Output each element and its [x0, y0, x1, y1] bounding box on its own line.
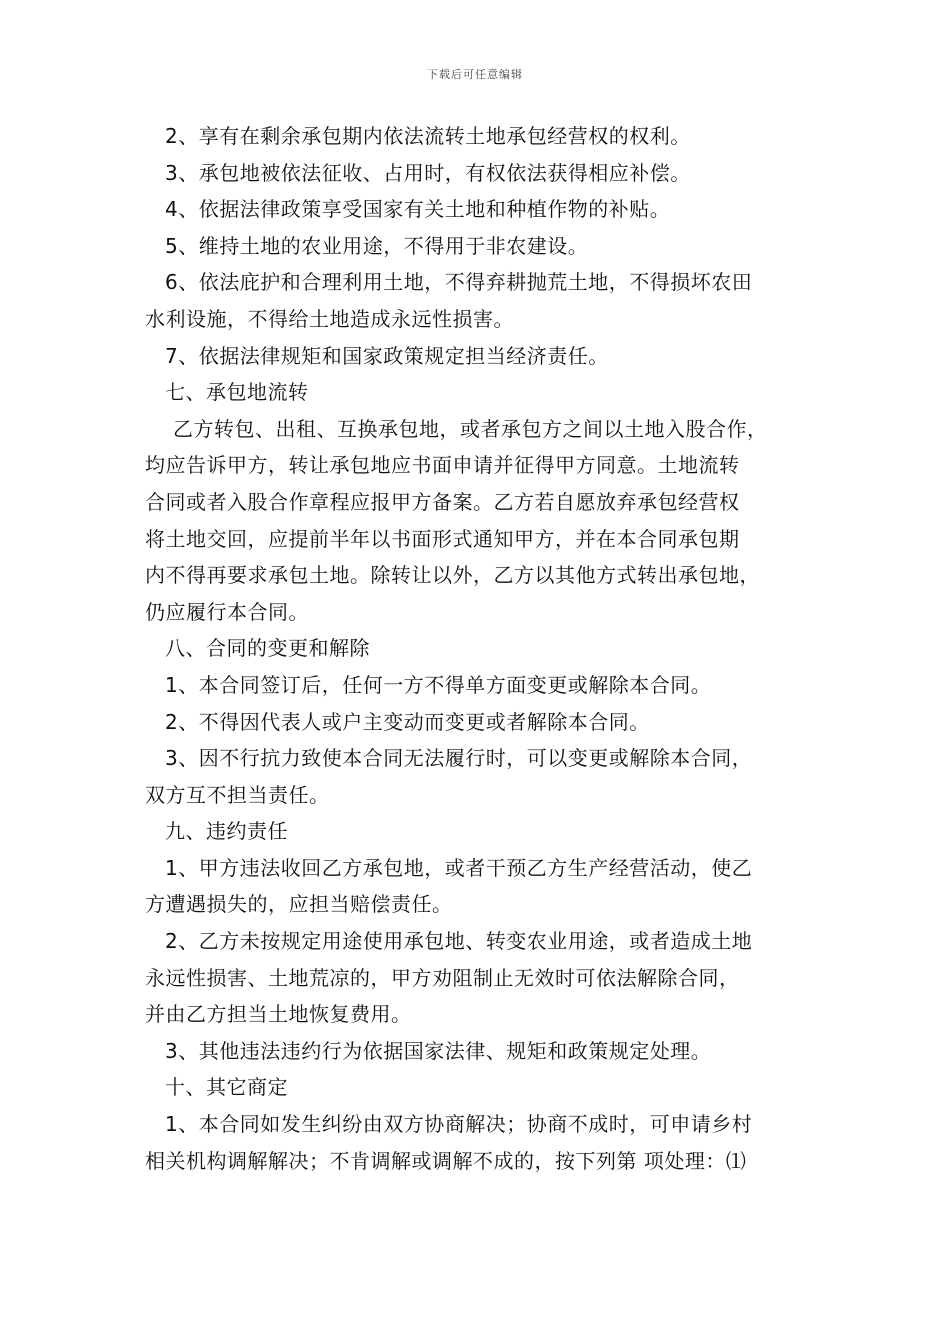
- section-heading: 七、承包地流转: [165, 380, 309, 405]
- section-heading: 八、合同的变更和解除: [165, 636, 370, 661]
- clause-line: 3、其他违法违约行为依据国家法律、规矩和政策规定处理。: [165, 1038, 712, 1063]
- page-header: 下载后可任意编辑: [427, 68, 523, 81]
- clause-line: 1、本合同签订后，任何一方不得单方面变更或解除本合同。: [165, 672, 712, 697]
- clause-line: 2、享有在剩余承包期内依法流转土地承包经营权的权利。: [165, 124, 691, 148]
- clause-line: 3、因不行抗力致使本合同无法履行时，可以变更或解除本合同，: [165, 746, 753, 771]
- clause-line: 方遭遇损失的，应担当赔偿责任。: [145, 892, 453, 917]
- clause-line: 2、不得因代表人或户主变动而变更或者解除本合同。: [165, 709, 650, 734]
- clause-line: 1、甲方违法收回乙方承包地，或者干预乙方生产经营活动，使乙: [165, 855, 753, 880]
- clause-line: 永远性损害、土地荒凉的，甲方劝阻制止无效时可依法解除合同，: [145, 965, 740, 990]
- paragraph-line: 仍应履行本合同。: [145, 599, 309, 624]
- section-heading: 十、其它商定: [165, 1075, 288, 1100]
- section-heading: 九、违约责任: [165, 819, 288, 844]
- paragraph-line: 内不得再要求承包土地。除转让以外，乙方以其他方式转出承包地，: [145, 563, 760, 588]
- clause-line: 双方互不担当责任。: [145, 782, 330, 807]
- clause-line: 7、依据法律规矩和国家政策规定担当经济责任。: [165, 343, 609, 368]
- document-body: [145, 118, 825, 1179]
- clause-line: 1、本合同如发生纠纷由双方协商解决；协商不成时，可申请乡村: [165, 1112, 753, 1137]
- clause-line: 并由乙方担当土地恢复费用。: [145, 1002, 412, 1027]
- paragraph-line: 均应告诉甲方，转让承包地应书面申请并征得甲方同意。土地流转: [145, 453, 740, 478]
- paragraph-line: 合同或者入股合作章程应报甲方备案。乙方若自愿放弃承包经营权: [145, 489, 740, 514]
- paragraph-line: 将土地交回，应提前半年以书面形式通知甲方，并在本合同承包期: [145, 526, 740, 551]
- clause-line: 水利设施，不得给土地造成永远性损害。: [145, 306, 514, 331]
- clause-line: 6、依法庇护和合理利用土地，不得弃耕抛荒土地，不得损坏农田: [165, 270, 753, 295]
- clause-line: 5、维持土地的农业用途，不得用于非农建设。: [165, 233, 589, 258]
- paragraph-line: 乙方转包、出租、互换承包地，或者承包方之间以土地入股合作，: [173, 416, 768, 441]
- clause-line: 4、依据法律政策享受国家有关土地和种植作物的补贴。: [165, 197, 671, 222]
- clause-line: 相关机构调解解决；不肯调解或调解不成的，按下列第 项处理：⑴: [145, 1148, 747, 1173]
- clause-line: 2、乙方未按规定用途使用承包地、转变农业用途，或者造成土地: [165, 929, 753, 954]
- clause-line: 3、承包地被依法征收、占用时，有权依法获得相应补偿。: [165, 160, 691, 185]
